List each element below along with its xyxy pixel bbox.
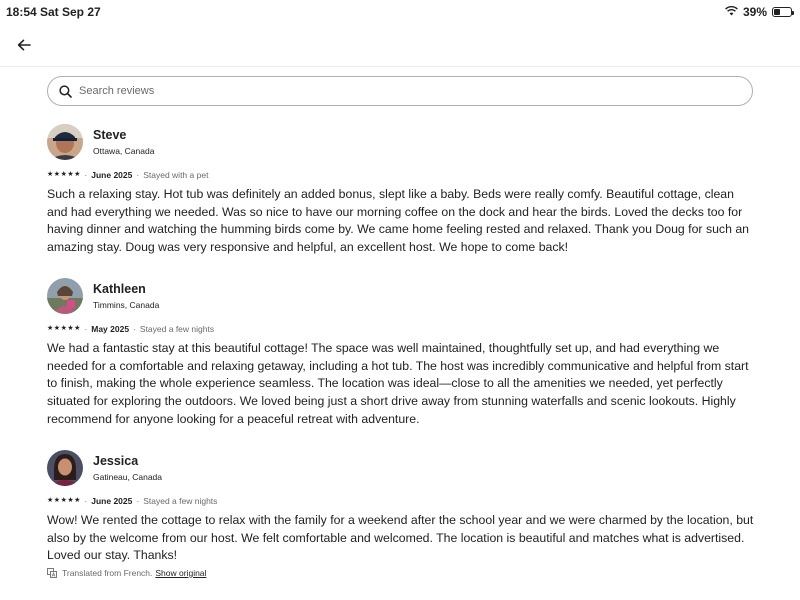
wifi-icon [725,5,738,19]
reviewer [47,124,757,160]
star-rating [47,496,80,506]
search-icon [59,85,72,98]
avatar[interactable] [47,124,83,160]
star-icon: ★ [60,171,67,178]
star-icon: ★ [67,497,74,504]
star-rating [47,170,80,180]
star-rating [47,324,80,334]
avatar[interactable] [47,450,83,486]
star-icon: ★ [67,171,74,178]
avatar[interactable] [47,278,83,314]
battery-percent: 39% [742,5,767,19]
status-indicators [725,5,792,19]
status-date: Sat Sep 27 [40,5,101,19]
reviewer [47,278,757,314]
show-original-link[interactable]: Show original [155,568,207,578]
review-date: June 2025 [91,170,133,180]
review-meta: ★ ★ ★ ★ ★ · May 2025 · Stayed a few nights [47,324,215,334]
stay-type: Stayed a few nights [143,496,218,506]
star-icon: ★ [47,325,54,332]
star-icon: ★ [74,325,81,332]
star-icon: ★ [53,497,61,504]
review-item [47,278,757,429]
reviewer-name[interactable]: Jessica [93,453,139,468]
star-icon: ★ [53,325,61,332]
review-date: June 2025 [91,496,133,506]
status-bar [0,0,800,24]
translation-text: Translated from French. [62,568,153,578]
review-date: May 2025 [91,324,130,334]
search-bar[interactable] [47,76,753,106]
star-icon: ★ [53,171,61,178]
star-icon: ★ [47,497,54,504]
review-item [47,450,757,565]
star-icon: ★ [60,497,67,504]
star-icon: ★ [74,171,81,178]
reviewer [47,450,757,486]
header-divider [0,66,800,67]
reviewer-location: Ottawa, Canada [93,145,155,156]
review-meta: ★ ★ ★ ★ ★ · June 2025 · Stayed a few nights [47,496,218,506]
translation-note [47,568,206,578]
reviewer-name[interactable]: Steve [93,127,127,142]
reviewer-location: Timmins, Canada [93,299,160,310]
star-icon: ★ [67,325,74,332]
search-input[interactable] [79,85,679,97]
stay-type: Stayed with a pet [143,170,209,180]
stay-type: Stayed a few nights [139,324,215,334]
reviewer-name[interactable]: Kathleen [93,281,146,296]
reviewer-location: Gatineau, Canada [93,471,162,482]
arrow-left-icon [17,39,31,51]
star-icon: ★ [47,171,54,178]
translate-icon [47,568,57,578]
star-icon: ★ [60,325,67,332]
star-icon: ★ [74,497,81,504]
review-text: We had a fantastic stay at this beautiful cottage! The space was well maintained, thoughtfully set up, and had everything we needed for a comfortable and relaxing getaway, including a hot tub. The host was incredibly communicative and helpful from start to finish, making the whole experience seamless. The location was ideal—close to all the amenities we needed, yet perfectly situated for exploring the outdoors. We loved being just a short drive away from stunning waterfalls and scenic lookouts. Highly recommend for anyone looking for a peaceful retreat with adventure. [47,341,749,426]
status-time: 18:54 [6,5,37,19]
battery-icon [772,7,792,17]
review-text: Such a relaxing stay. Hot tub was definitely an added bonus, slept like a baby. Beds were really comfy. Beautiful cottage, clean and had everything we needed. Was so nice to have our morning coffee on the dock and hear the birds. Loved the decks too for having dinner and watching the humming birds come by. We came home feeling rested and relaxed. Thank you Doug for such an amazing stay. Doug was very responsive and helpful, an excellent host. We hope to come back! [47,187,750,255]
back-button[interactable] [12,34,36,56]
review-item [47,124,757,257]
review-text: Wow! We rented the cottage to relax with the family for a weekend after the school year and we were charmed by the location, but also by the welcome from our host. We felt comfortable and welcomed. The location is beautiful and matches what is advertised. Loved our stay. Thanks! [47,513,754,563]
review-meta: ★ ★ ★ ★ ★ · June 2025 · Stayed with a pet [47,170,209,180]
